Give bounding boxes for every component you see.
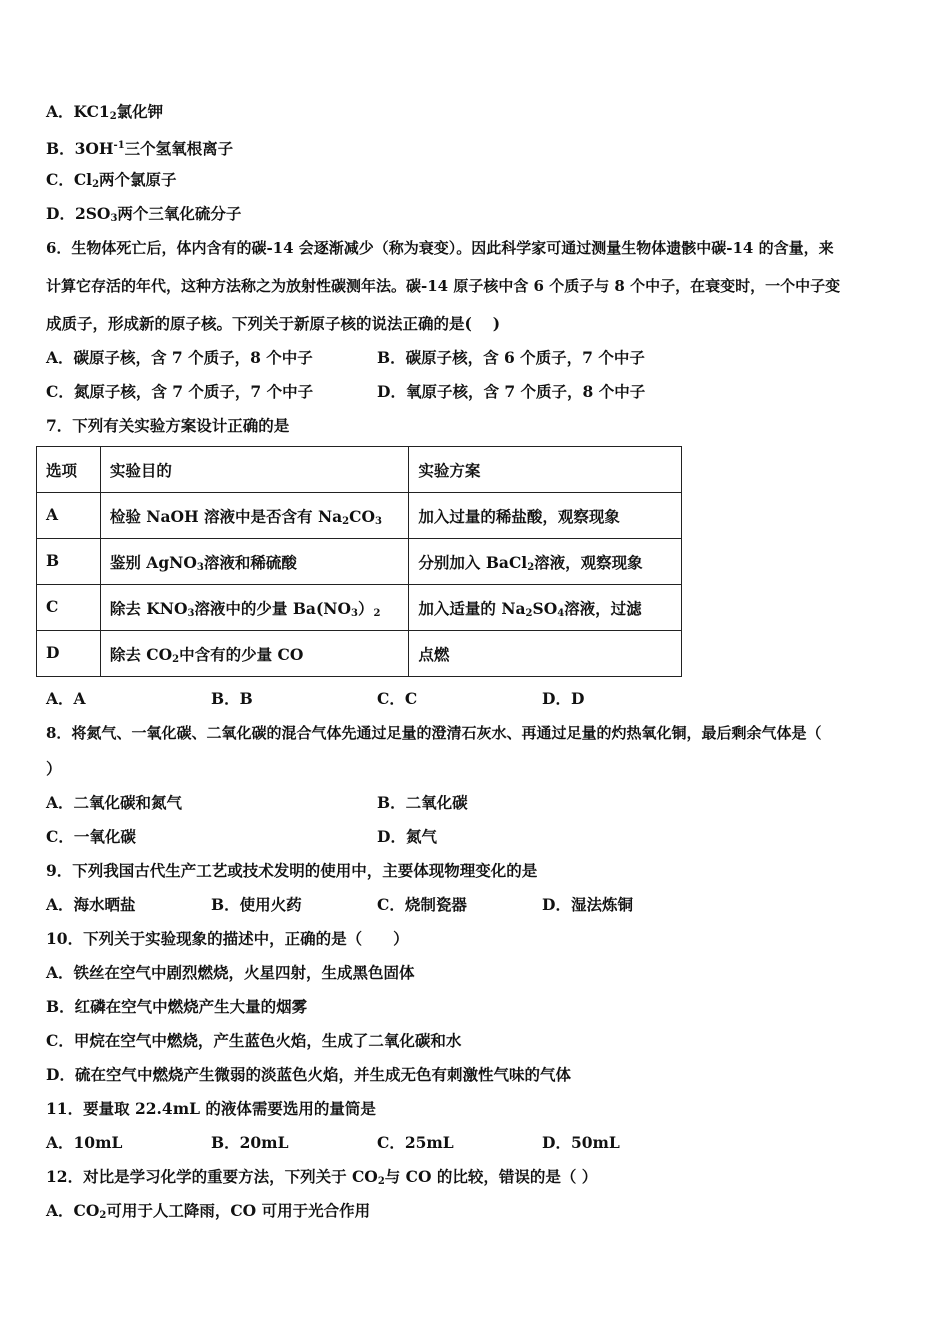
- q7-option-d[interactable]: D．D: [542, 689, 585, 708]
- q9-option-d[interactable]: D．湿法炼铜: [542, 895, 633, 914]
- q11-stem: 11．要量取 22.4mL 的液体需要选用的量筒是: [46, 1099, 376, 1118]
- header-plan: 实验方案: [409, 447, 682, 493]
- q11-option-a[interactable]: A．10mL: [46, 1133, 123, 1152]
- q8-option-a[interactable]: A．二氧化碳和氮气: [46, 793, 183, 812]
- q5-option-d[interactable]: D．$2SO_3$两个三氧化硫分子: [46, 204, 242, 224]
- row-plan: 点燃: [409, 631, 682, 677]
- experiment-table: [36, 446, 682, 677]
- q11-option-c[interactable]: C．25mL: [377, 1133, 454, 1152]
- q9-option-b[interactable]: B．使用火药: [211, 895, 302, 914]
- header-option: 选项: [37, 447, 101, 493]
- q8-option-b[interactable]: B．二氧化碳: [377, 793, 468, 812]
- q11-option-b[interactable]: B．20mL: [211, 1133, 289, 1152]
- row-option: C: [37, 585, 101, 631]
- q5-option-c[interactable]: C．$Cl_2$两个氯原子: [46, 170, 177, 190]
- q6-stem-line1: 6．生物体死亡后，体内含有的碳-14 会逐渐减少（称为衰变）。因此科学家可通过测量生物体遗骸中碳-14 的含量，来: [46, 239, 834, 257]
- q9-option-a[interactable]: A．海水晒盐: [46, 895, 136, 914]
- row-purpose: 检验 NaOH 溶液中是否含有 $Na_2CO_3$: [100, 493, 409, 539]
- q10-option-d[interactable]: D．硫在空气中燃烧产生微弱的淡蓝色火焰，并生成无色有刺激性气味的气体: [46, 1065, 571, 1084]
- row-purpose: 除去 $CO_2$中含有的少量 CO: [100, 631, 409, 677]
- table-row: [37, 539, 682, 585]
- q6-option-d[interactable]: D．氧原子核，含 7 个质子，8 个中子: [377, 382, 646, 401]
- table-header-row: [37, 447, 682, 493]
- q5-option-b[interactable]: B．$3OH^{-1}$三个氢氧根离子: [46, 139, 234, 158]
- row-plan: 加入适量的 $Na_2SO_4$溶液，过滤: [409, 585, 682, 631]
- q9-stem: 9．下列我国古代生产工艺或技术发明的使用中，主要体现物理变化的是: [46, 861, 538, 880]
- q5-option-a[interactable]: A．$KC1_2$氯化钾: [46, 102, 164, 122]
- q7-option-a[interactable]: A．A: [46, 689, 86, 708]
- q9-option-c[interactable]: C．烧制瓷器: [377, 895, 467, 914]
- q7-stem: 7．下列有关实验方案设计正确的是: [46, 416, 290, 435]
- q6-option-a[interactable]: A．碳原子核，含 7 个质子，8 个中子: [46, 348, 313, 367]
- q11-option-d[interactable]: D．50mL: [542, 1133, 620, 1152]
- table-row: [37, 631, 682, 677]
- q7-option-c[interactable]: C．C: [377, 689, 418, 708]
- q12-stem: 12．对比是学习化学的重要方法，下列关于 $CO_2$与 CO 的比较，错误的是（ ）: [46, 1167, 598, 1187]
- q8-stem-line2: ）: [46, 759, 62, 778]
- q10-stem: 10．下列关于实验现象的描述中，正确的是（ ）: [46, 929, 409, 948]
- row-plan: 加入过量的稀盐酸，观察现象: [409, 493, 682, 539]
- q8-stem-line1: 8．将氮气、一氧化碳、二氧化碳的混合气体先通过足量的澄清石灰水、再通过足量的灼热氧化铜，最后剩余气体是（: [46, 724, 822, 742]
- row-option: B: [37, 539, 101, 585]
- q12-option-a[interactable]: A．$CO_2$可用于人工降雨，CO 可用于光合作用: [46, 1201, 371, 1221]
- table-row: [37, 585, 682, 631]
- q6-stem-line2: 计算它存活的年代，这种方法称之为放射性碳测年法。碳-14 原子核中含 6 个质子与 8 个中子，在衰变时，一个中子变: [46, 277, 841, 295]
- header-purpose: 实验目的: [100, 447, 409, 493]
- row-plan: 分别加入 BaCl$_2$溶液，观察现象: [409, 539, 682, 585]
- q8-option-d[interactable]: D．氮气: [377, 827, 437, 846]
- row-option: D: [37, 631, 101, 677]
- row-option: A: [37, 493, 101, 539]
- q10-option-a[interactable]: A．铁丝在空气中剧烈燃烧，火星四射，生成黑色固体: [46, 963, 415, 982]
- q8-option-c[interactable]: C．一氧化碳: [46, 827, 136, 846]
- q6-stem-line3: 成质子，形成新的原子核。下列关于新原子核的说法正确的是( ): [46, 314, 501, 333]
- q10-option-b[interactable]: B．红磷在空气中燃烧产生大量的烟雾: [46, 997, 308, 1016]
- row-purpose: 除去 $KNO_3$溶液中的少量 $Ba(NO_3)_2$: [100, 585, 409, 631]
- q7-option-b[interactable]: B．B: [211, 689, 253, 708]
- table-row: [37, 493, 682, 539]
- row-purpose: 鉴别 AgNO$_3$溶液和稀硫酸: [100, 539, 409, 585]
- q10-option-c[interactable]: C．甲烷在空气中燃烧，产生蓝色火焰，生成了二氧化碳和水: [46, 1031, 462, 1050]
- q6-option-c[interactable]: C．氮原子核，含 7 个质子，7 个中子: [46, 382, 314, 401]
- q6-option-b[interactable]: B．碳原子核，含 6 个质子，7 个中子: [377, 348, 645, 367]
